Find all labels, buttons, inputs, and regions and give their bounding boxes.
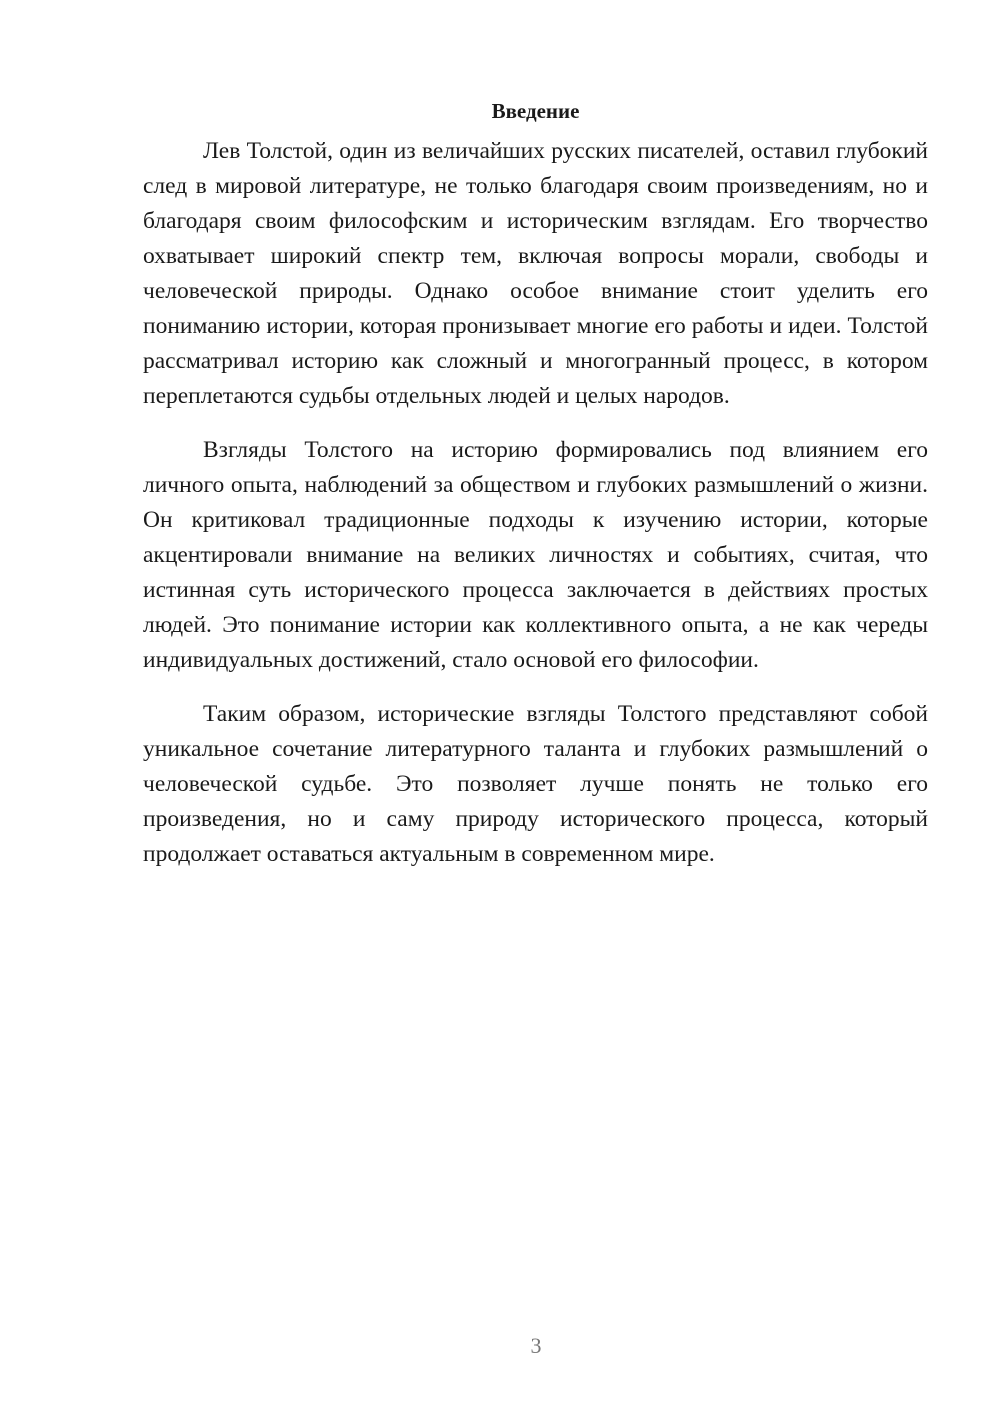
paragraph-2: Взгляды Толстого на историю формировались под влиянием его личного опыта, наблюдений за обществом и глубоких размышлений о жизни. Он критиковал традиционные подходы к изучению истории, которые акцентировали внимание на великих личностях и событиях, считая, что истинная суть исторического процесса заключается в действиях простых людей. Это понимание истории как коллективного опыта, а не как череды индивидуальных достижений, стало основой его философии. (143, 437, 928, 673)
paragraph-3: Таким образом, исторические взгляды Толстого представляют собой уникальное сочетание литературного таланта и глубоких размышлений о человеческой судьбе. Это позволяет лучше понять не только его произведения, но и саму природу исторического процесса, который продолжает оставаться актуальным в современном мире. (143, 701, 928, 867)
paragraph-1: Лев Толстой, один из величайших русских писателей, оставил глубокий след в мировой литературе, не только благодаря своим произведениям, но и благодаря своим философским и историческим взглядам. Его творчество охватывает широкий спектр тем, включая вопросы морали, свободы и человеческой природы. Однако особое внимание стоит уделить его пониманию истории, которая пронизывает многие его работы и идеи. Толстой рассматривал историю как сложный и многогранный процесс, в котором переплетаются судьбы отдельных людей и целых народов. (143, 138, 928, 409)
section-heading: Введение (491, 99, 580, 123)
page-number: 3 (530, 1333, 542, 1358)
document-body (143, 96, 928, 891)
